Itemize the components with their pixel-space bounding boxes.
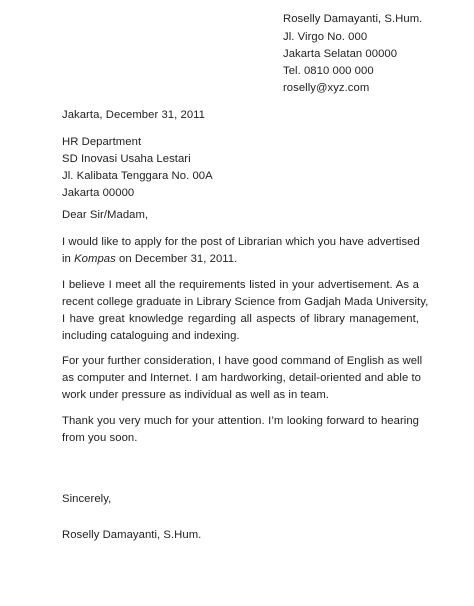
- recipient-street: Jl. Kalibata Tenggara No. 00A: [62, 170, 213, 182]
- paragraph-line: [62, 251, 419, 268]
- text-fragment: on December 31, 2011.: [115, 253, 238, 265]
- paragraph-line: For your further consideration, I have good command of English as well: [62, 355, 423, 367]
- sender-email: roselly@xyz.com: [283, 82, 370, 94]
- paragraph-line: as computer and Internet. I am hardworking, detail-oriented and able to: [62, 372, 421, 384]
- sender-city: Jakarta Selatan 00000: [283, 48, 398, 60]
- sender-phone: Tel. 0810 000 000: [283, 65, 374, 77]
- body-paragraph-thanks: [62, 413, 419, 447]
- paragraph-line: I have great knowledge regarding all aspects of library management,: [62, 313, 419, 325]
- body-paragraph-application: [62, 234, 419, 268]
- recipient-city: Jakarta 00000: [62, 187, 135, 199]
- paragraph-line: I believe I meet all the requirements listed in your advertisement. As a: [62, 279, 419, 291]
- signature-name: Roselly Damayanti, S.Hum.: [62, 529, 202, 541]
- paragraph-line: Thank you very much for your attention. I’m looking forward to hearing: [62, 415, 419, 427]
- body-paragraph-skills: [62, 353, 423, 404]
- paragraph-line: from you soon.: [62, 432, 138, 444]
- closing: Sincerely,: [62, 493, 112, 505]
- text-fragment: in: [62, 253, 75, 265]
- sender-name: Roselly Damayanti, S.Hum.: [283, 13, 423, 25]
- recipient-department: HR Department: [62, 136, 142, 148]
- sender-street: Jl. Virgo No. 000: [283, 31, 368, 43]
- salutation: Dear Sir/Madam,: [62, 209, 149, 221]
- body-paragraph-qualifications: [62, 277, 429, 345]
- paragraph-line: work under pressure as individual as well as in team.: [62, 389, 329, 401]
- paragraph-line: recent college graduate in Library Science from Gadjah Mada University,: [62, 296, 429, 308]
- paragraph-line: I would like to apply for the post of Librarian which you have advertised: [62, 236, 420, 248]
- paragraph-line: including cataloguing and indexing.: [62, 330, 240, 342]
- newspaper-name: Kompas: [74, 253, 116, 265]
- letter-date: Jakarta, December 31, 2011: [62, 109, 206, 121]
- recipient-company: SD Inovasi Usaha Lestari: [62, 153, 191, 165]
